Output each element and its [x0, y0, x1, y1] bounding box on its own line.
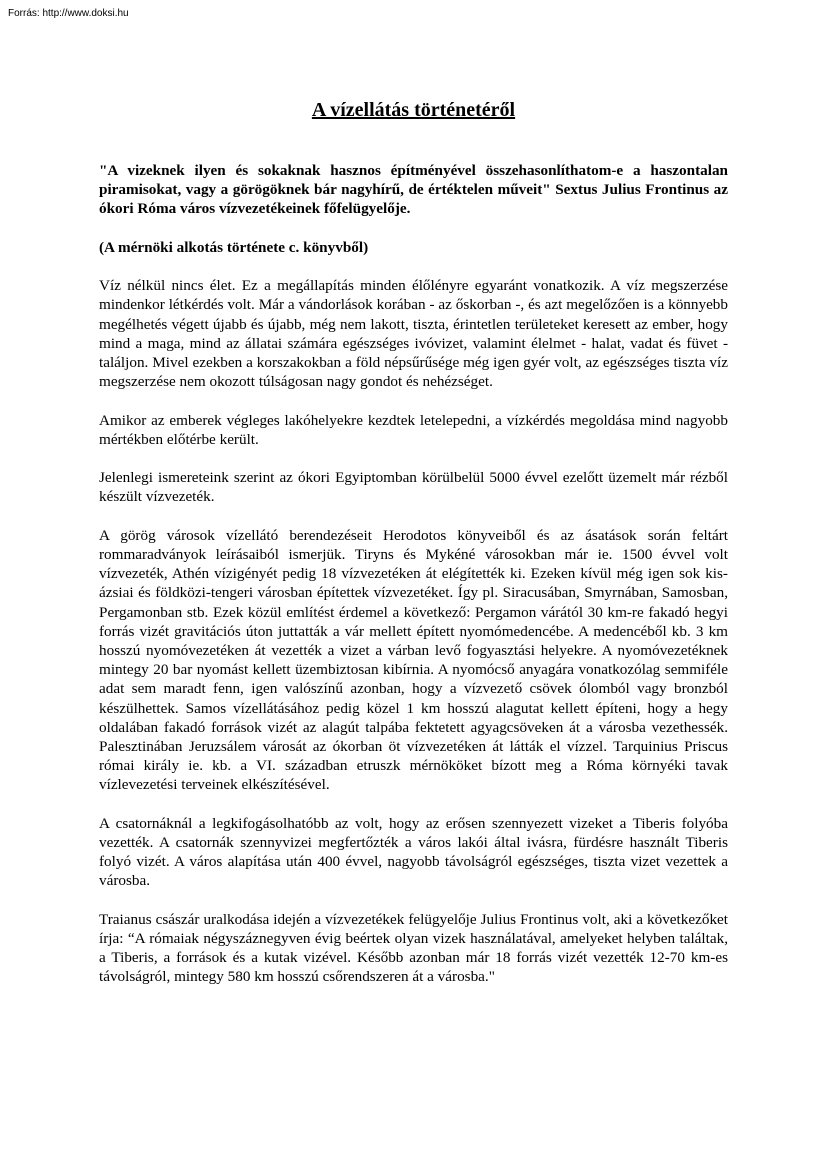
paragraph: A csatornáknál a legkifogásolhatóbb az volt, hogy az erősen szennyezett vizeket a Tiberis folyóba vezették. A csatornák szennyvizei megfertőzték a város lakói által ivásra, fürdésre használt Tiberis folyó vizét. A város alapítása után 400 évvel, nagyobb távolságról egészséges, tiszta vizet vezettek a városba. — [99, 814, 728, 890]
document-body — [99, 161, 728, 1006]
page-title: A vízellátás történetéről — [311, 99, 516, 121]
source-line: Forrás: http://www.doksi.hu — [8, 8, 129, 19]
paragraph: A görög városok vízellátó berendezéseit Herodotos könyveiből és az ásatások során feltárt rommaradványok leírásaiból ismerjük. Tiryns és Mykéné városokban már ie. 1500 évvel volt vízvezeték, Athén vízigényét pedig 18 vízvezetéken át elégítették ki. Ezeken kívül még igen sok kis-ázsiai és földközi-tengeri városban építettek vízvezetéket. Így pl. Siracusában, Smyrnában, Samosban, Pergamonban stb. Ezek közül említést érdemel a következő: Pergamon várától 30 km-re fakadó hegyi forrás vizét gravitációs úton juttatták a vár mellett épített nyomómedencébe. A medencéből kb. 3 km hosszú nyomóvezetéken át vezették a vizet a várban levő fogyasztási helyekre. A nyomóvezetéknek mintegy 20 bar nyomást kellett üzembiztosan kibírnia. A nyomócső anyagára vonatkozólag semmiféle adat sem maradt fenn, igen valószínű azonban, hogy a vízvezető csövek ólomból vagy bronzból készülhettek. Samos vízellátásához pedig közel 1 km hosszú alagutat kellett építeni, hogy a hegy oldalában fakadó források vizét az alagút talpába fektetett agyagcsöveken át a városba vezethessék. Palesztinában Jeruzsálem városát az ókorban öt vízvezetéken át látták el vízzel. Tarquinius Priscus római király ie. kb. a VI. században etruszk mérnököket bízott meg a Róma környéki tavak vízlevezetési terveinek elkészítésével. — [99, 526, 728, 794]
opening-quote: "A vizeknek ilyen és sokaknak hasznos építményével összehasonlíthatom-e a haszontalan piramisokat, vagy a görögöknek bár nagyhírű, de értéktelen műveit" Sextus Julius Frontinus az ókori Róma város vízvezetékeinek főfelügyelője. — [99, 162, 728, 218]
paragraph: Amikor az emberek végleges lakóhelyekre kezdtek letelepedni, a vízkérdés megoldása mind nagyobb mértékben előtérbe került. — [99, 411, 728, 448]
paragraph: Traianus császár uralkodása idején a vízvezetékek felügyelője Julius Frontinus volt, aki a következőket írja: “A rómaiak négyszáznegyven évig beértek olyan vizek használatával, amelyeket helyben találtak, a Tiberis, a források és a kutak vizével. Később azonban már 18 forrás vizét vezették 12-70 km-es távolságról, mintegy 580 km hosszú csőrendszeren át a városba." — [99, 910, 728, 986]
paragraph: Jelenlegi ismereteink szerint az ókori Egyiptomban körülbelül 5000 évvel ezelőtt üzemelt már rézből készült vízvezeték. — [99, 469, 728, 506]
paragraph: Víz nélkül nincs élet. Ez a megállapítás minden élőlényre egyaránt vonatkozik. A víz megszerzése mindenkor létkérdés volt. Már a vándorlások korában - az őskorban -, és azt megelőzően is a könnyebb megélhetés végett újabb és újabb, még nem lakott, tiszta, érintetlen területeket keresett az ember, hogy mind a maga, mind az állatai számára egészséges ivóvizet, valamint élelmet - halat, vadat és füvet - találjon. Mivel ezekben a korszakokban a föld népsűrűsége még igen gyér volt, az egészséges tiszta víz megszerzése nem okozott túlságosan nagy gondot és nehézséget. — [99, 277, 728, 391]
book-reference: (A mérnöki alkotás története c. könyvből) — [99, 238, 369, 256]
